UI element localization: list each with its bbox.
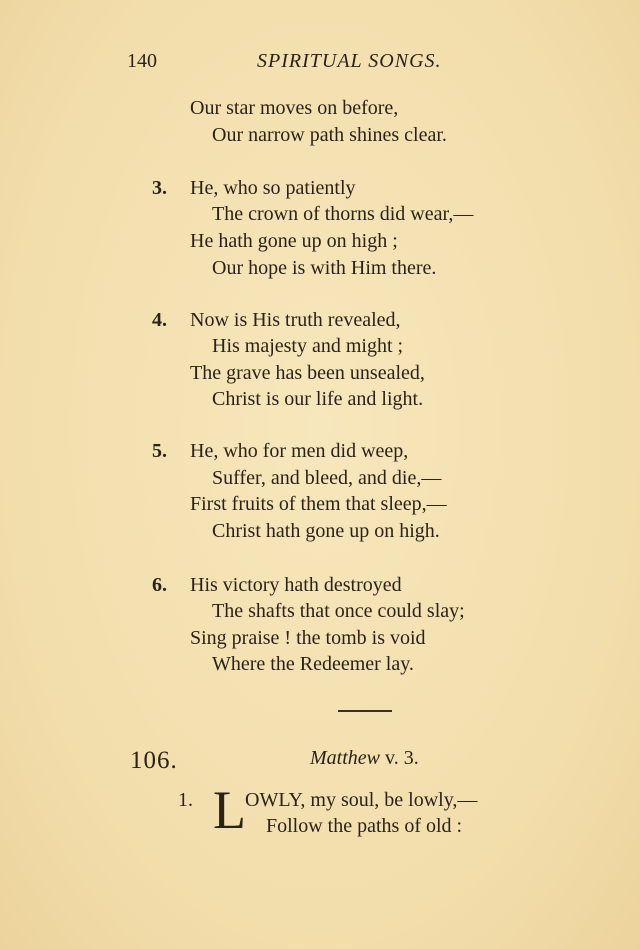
stanza-number: 1. <box>178 789 193 811</box>
verse-line: The crown of thorns did wear,— <box>212 203 474 225</box>
verse-line: The shafts that once could slay; <box>212 600 465 622</box>
verse-line: Sing praise ! the tomb is void <box>190 627 426 649</box>
hymn-number: 106. <box>130 747 178 774</box>
verse-line: First fruits of them that sleep,— <box>190 493 447 515</box>
verse-line: Christ is our life and light. <box>212 388 424 410</box>
reference-book: Matthew <box>310 747 380 769</box>
verse-line: His majesty and might ; <box>212 335 404 357</box>
page-header <box>0 50 640 80</box>
verse-line: He, who so patiently <box>190 177 356 199</box>
page-number: 140 <box>127 50 157 72</box>
verse-line: The grave has been unsealed, <box>190 362 425 384</box>
verse-line: His victory hath destroyed <box>190 574 402 596</box>
verse-line: Where the Redeemer lay. <box>212 653 414 675</box>
verse-line: Now is His truth revealed, <box>190 309 401 331</box>
verse-line: Our star moves on before, <box>190 97 399 119</box>
stanza-number: 5. <box>152 440 167 462</box>
stanza-number: 3. <box>152 177 167 199</box>
verse-line: Our narrow path shines clear. <box>212 124 447 146</box>
verse-line: He, who for men did weep, <box>190 440 409 462</box>
verse-line: He hath gone up on high ; <box>190 230 398 252</box>
stanza-number: 6. <box>152 574 167 596</box>
scripture-reference <box>310 747 419 770</box>
verse-line: Our hope is with Him there. <box>212 257 437 279</box>
stanza-number: 4. <box>152 309 167 331</box>
drop-cap: L <box>213 780 246 840</box>
reference-chapter-verse: v. 3. <box>380 747 419 769</box>
verse-line: Follow the paths of old : <box>266 815 463 837</box>
verse-line: Suffer, and bleed, and die,— <box>212 467 442 489</box>
verse-line: OWLY, my soul, be lowly,— <box>245 789 478 811</box>
section-divider <box>338 710 392 712</box>
running-title: SPIRITUAL SONGS. <box>257 50 442 72</box>
verse-line: Christ hath gone up on high. <box>212 520 440 542</box>
